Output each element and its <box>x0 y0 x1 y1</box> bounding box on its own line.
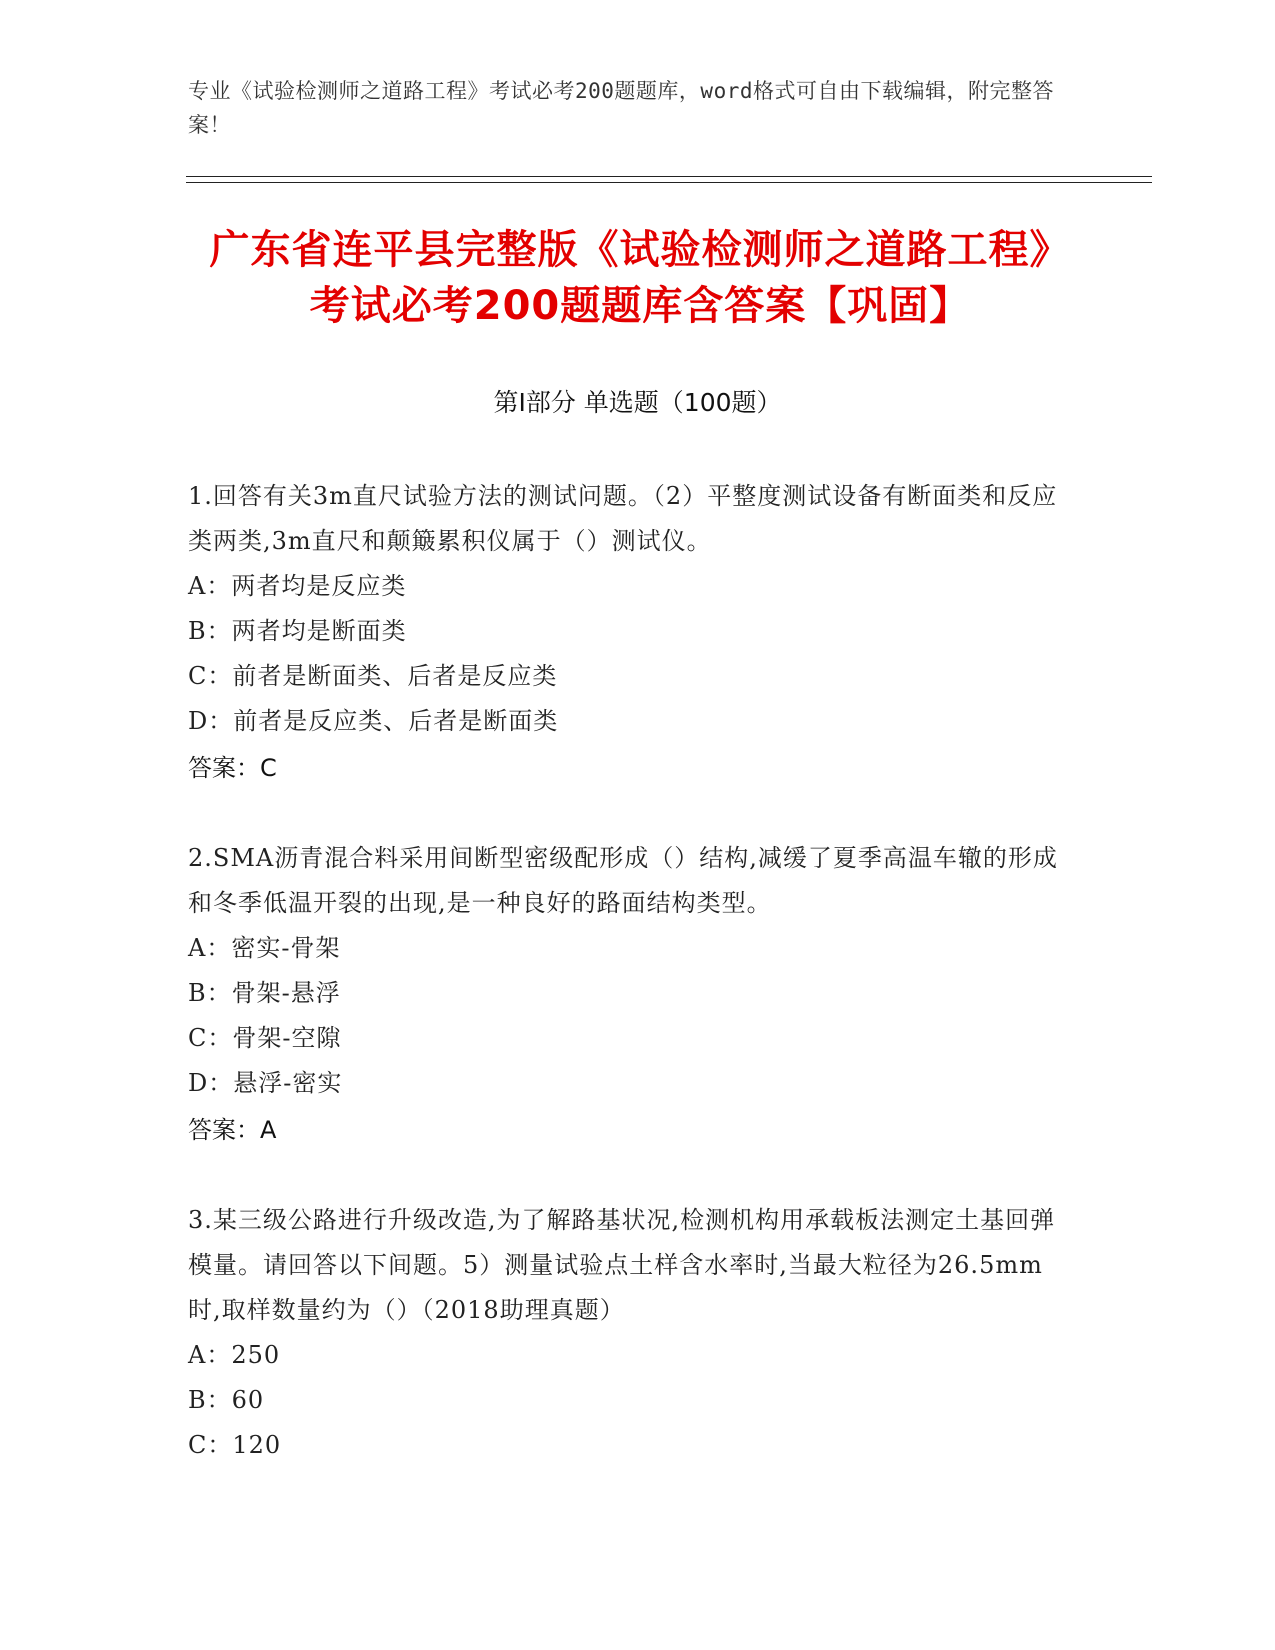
question-stem: 3.某三级公路进行升级改造,为了解路基状况,检测机构用承载板法测定土基回弹模量。请回答以下间题。5）测量试验点土样含水率时,当最大粒径为26.5mm时,取样数量约为（）（2018助理真题） <box>188 1206 1056 1324</box>
option-a: A：密实-骨架 <box>188 934 341 962</box>
option-c: C：骨架-空隙 <box>188 1024 342 1052</box>
header-divider-bottom <box>186 182 1152 183</box>
question-stem: 2.SMA沥青混合料采用间断型密级配形成（）结构,减缓了夏季高温车辙的形成和冬季低温开裂的出现,是一种良好的路面结构类型。 <box>188 844 1058 917</box>
option-c: C：前者是断面类、后者是反应类 <box>188 662 558 690</box>
question-item <box>188 836 1068 1153</box>
section-title: 第Ⅰ部分 单选题（100题） <box>493 388 782 417</box>
option-d: D：悬浮-密实 <box>188 1069 343 1097</box>
option-a: A：250 <box>188 1341 281 1369</box>
page-title: 广东省连平县完整版《试验检测师之道路工程》考试必考200题题库含答案【巩固】 <box>209 227 1071 329</box>
question-item <box>188 1198 1068 1468</box>
option-c: C：120 <box>188 1431 282 1459</box>
option-a: A：两者均是反应类 <box>188 572 407 600</box>
question-item <box>188 474 1068 791</box>
question-stem: 1.回答有关3m直尺试验方法的测试问题。（2）平整度测试设备有断面类和反应类两类,3m直尺和颠簸累积仪属于（）测试仪。 <box>188 482 1058 555</box>
header-divider-top <box>186 176 1152 177</box>
option-d: D：前者是反应类、后者是断面类 <box>188 707 559 735</box>
option-b: B：骨架-悬浮 <box>188 979 341 1007</box>
answer-line: 答案：C <box>188 754 277 782</box>
option-b: B：60 <box>188 1386 265 1414</box>
header-note: 专业《试验检测师之道路工程》考试必考200题题库，word格式可自由下载编辑，附完整答案！ <box>188 79 1054 137</box>
answer-line: 答案：A <box>188 1116 277 1144</box>
option-b: B：两者均是断面类 <box>188 617 407 645</box>
